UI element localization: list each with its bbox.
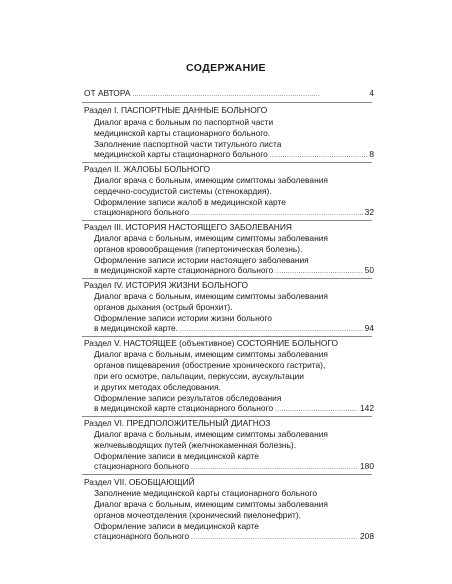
toc-entry-foreword[interactable] xyxy=(84,87,374,99)
toc-section-line: в медицинской карте. . . . 94 xyxy=(94,322,374,334)
leader-dots xyxy=(275,402,358,416)
toc-section-line: стационарного больного . . . 208 xyxy=(94,530,374,542)
toc-section-heading[interactable]: Раздел I. ПАСПОРТНЫЕ ДАННЫЕ БОЛЬНОГО xyxy=(84,105,268,115)
toc-section-line: Диалог врача с больным, имеющим симптомы заболевания xyxy=(94,291,328,301)
leader-dots xyxy=(275,264,363,278)
toc-page-number: 94 xyxy=(364,323,374,333)
toc-section-line: Заполнение медицинской карты стационарного больного xyxy=(94,488,317,498)
toc-section-line: желчевыводящих путей (желчнокаменная болезнь). xyxy=(94,440,297,450)
toc-section-line: Диалог врача с больным, имеющим симптомы заболевания xyxy=(94,349,328,359)
divider xyxy=(82,474,372,475)
toc-section-line: в медицинской карте стационарного больного . . . 142 xyxy=(94,402,374,414)
toc-page-number: 4 xyxy=(369,88,374,98)
toc-entry-label: ОТ АВТОРА xyxy=(84,88,131,98)
toc-section-line: и других методах обследования. xyxy=(94,382,221,392)
toc-section-line: Оформление записи в медицинской карте xyxy=(94,521,259,531)
toc-section-line: Диалог врача с больным по паспортной части xyxy=(94,117,274,127)
toc-page-number: 208 xyxy=(360,531,374,541)
leader-dots xyxy=(191,460,358,474)
toc-section-line: сердечно-сосудистой системы (стенокардия). xyxy=(94,186,272,196)
divider xyxy=(82,102,372,103)
toc-section-heading[interactable]: Раздел II. ЖАЛОБЫ БОЛЬНОГО xyxy=(84,164,211,174)
toc-section-heading[interactable]: Раздел IV. ИСТОРИЯ ЖИЗНИ БОЛЬНОГО xyxy=(84,280,248,290)
toc-section-line: органов дыхания (острый бронхит). xyxy=(94,302,233,312)
toc-section-line: медицинской карты стационарного больного . . . 8 xyxy=(94,148,374,160)
leader-dots xyxy=(180,322,363,336)
toc-page-number: 142 xyxy=(360,403,374,413)
toc-section-line: при его осмотре, пальпации, перкуссии, аускультации xyxy=(94,371,304,381)
toc-section-line: Оформление записи истории настоящего заболевания xyxy=(94,255,309,265)
leader-dots xyxy=(270,148,368,162)
toc-section-heading[interactable]: Раздел III. ИСТОРИЯ НАСТОЯЩЕГО ЗАБОЛЕВАНИЯ xyxy=(84,222,292,232)
toc-section-line: Оформление записи истории жизни больного xyxy=(94,313,272,323)
toc-section-line: Оформление записи в медицинской карте xyxy=(94,451,259,461)
toc-page-number: 180 xyxy=(360,461,374,471)
toc-page-number: 8 xyxy=(369,149,374,159)
toc-section-line: Оформление записи результатов обследования xyxy=(94,393,282,403)
toc-section-line: органов мочеотделения (хронический пиелонефрит). xyxy=(94,510,302,520)
toc-section-line: Оформление записи жалоб в медицинской карте xyxy=(94,197,286,207)
leader-dots xyxy=(191,206,363,220)
toc-section-line: Диалог врача с больным, имеющим симптомы заболевания xyxy=(94,499,328,509)
leader-dots xyxy=(132,87,367,101)
leader-dots xyxy=(191,530,358,544)
toc-page-number: 32 xyxy=(364,207,374,217)
toc-section-line: органов кровообращения (гипертоническая болезнь). xyxy=(94,244,303,254)
toc-section-line: Диалог врача с больным, имеющим симптомы заболевания xyxy=(94,175,328,185)
toc-section-line: Диалог врача с больным, имеющим симптомы заболевания xyxy=(94,233,328,243)
toc-section-heading[interactable]: Раздел VI. ПРЕДПОЛОЖИТЕЛЬНЫЙ ДИАГНОЗ xyxy=(84,418,271,428)
toc-section-heading[interactable]: Раздел VII. ОБОБЩАЮЩИЙ xyxy=(84,477,195,487)
toc-section-line: органов пищеварения (обострение хронического гастрита), xyxy=(94,360,326,370)
toc-page-number: 50 xyxy=(364,265,374,275)
toc-section-line: в медицинской карте стационарного больного . . . 50 xyxy=(94,264,374,276)
toc-section-line: Диалог врача с больным, имеющим симптомы заболевания xyxy=(94,429,328,439)
page-title: СОДЕРЖАНИЕ xyxy=(186,62,266,74)
toc-section-line: стационарного больного . . . 180 xyxy=(94,460,374,472)
toc-section-heading[interactable]: Раздел V. НАСТОЯЩЕЕ (объективное) СОСТОЯНИЕ БОЛЬНОГО xyxy=(84,338,338,348)
toc-section-line: медицинской карты стационарного больного. xyxy=(94,128,271,138)
toc-section-line: Заполнение паспортной части титульного листа xyxy=(94,139,282,149)
toc-section-line: стационарного больного . . . 32 xyxy=(94,206,374,218)
